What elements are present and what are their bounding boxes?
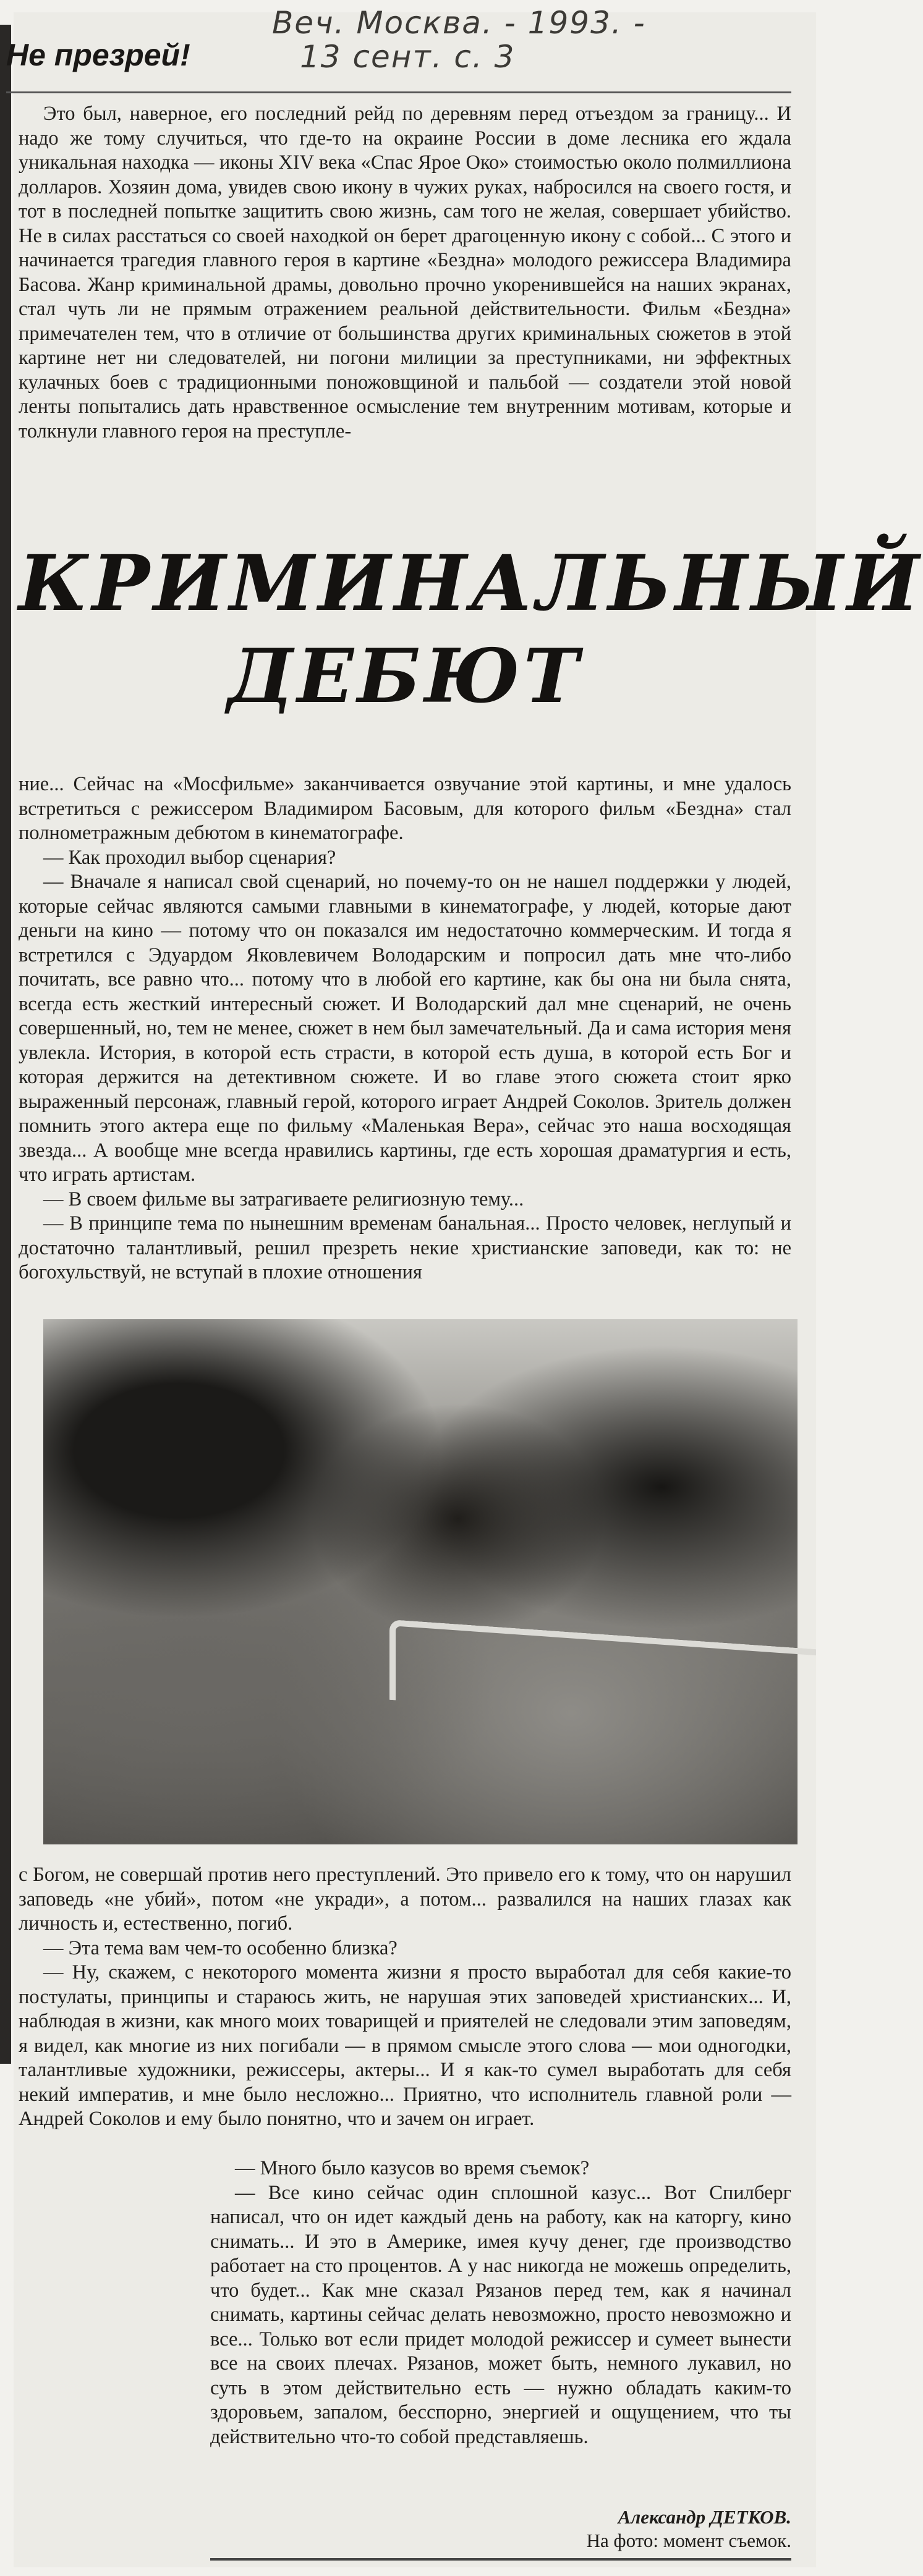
article-intro [19, 102, 791, 444]
intro-paragraph: Это был, наверное, его последний рейд по деревням перед отъездом за границу... И надо же тому случиться, что где-то на окраине России в доме лесника его ждала уникальная находка — иконы XIV века «Спас Ярое Око» стоимостью около полмиллиона долларов. Хозяин дома, увидев свою икону в чужих руках, набросился на своего гостя, и тот в последней попытке защитить свою жизнь, сам того не желая, совершает убийство. Не в силах расстаться со своей находкой он берет драгоценную икону с собой... С этого и начинается трагедия главного героя в картине «Бездна» молодого режиссера Владимира Басова. Жанр криминальной драмы, довольно прочно укоренившейся на наших экранах, стал чуть ли не прямым отражением реальной действительности. Фильм «Бездна» примечателен тем, что в отличие от большинства других криминальных сюжетов в этой картине нет ни следователей, ни погони милиции за преступниками, ни эффектных кулачных боев с традиционными поножовщиной и пальбой — создатели этой новой ленты попытались дать нравственное осмысление тем внутренним мотивам, которые и толкнули главного героя на преступле- [19, 103, 791, 442]
bottom-rule [210, 2558, 791, 2561]
question-2: — В своем фильме вы затрагиваете религиозную тему... [43, 1188, 524, 1210]
byline [396, 2506, 791, 2553]
answer-1: — Вначале я написал свой сценарий, но почему-то он не нашел поддержки у людей, которые сейчас являются самыми главными в кинематографе, у людей, которые дают деньги на кино — потому что он показался им недостаточно коммерческим. И тогда я встретился с Эдуардом Яковлевичем Володарским и попросил дать мне что-либо почитать, все равно что... потому что в любой его картине, как бы она ни была снята, всегда есть жесткий интересный сюжет. И Володарский дал мне сценарий, не очень совершенный, но, тем не менее, сюжет в нем был замечательный. Да и сама история меня увлекла. История, в которой есть страсти, в которой есть душа, в которой есть Бог и которая держится на детективном сюжете. И во главе этого сюжета стоит ярко выраженный персонаж, главный герой, которого играет Андрей Соколов. Зритель должен помнить этого актера еще по фильму «Маленькая Вера», сейчас это наша восходящая звезда... А вообще мне всегда нравились картины, где есть хорошая драматургия и есть, что играть артистам. [19, 871, 791, 1186]
question-4: — Много было казусов во время съемок? [235, 2157, 590, 2179]
photo-credit: На фото: момент съемок. [586, 2530, 791, 2551]
paragraph-continuation: ние... Сейчас на «Мосфильме» заканчивается озвучание этой картины, и мне удалось встретиться с режиссером Владимиром Басовым, для которого фильм «Бездна» стал полнометражным дебютом в кинематографе. [19, 773, 791, 844]
question-3: — Эта тема вам чем-то особенно близка? [43, 1936, 398, 1959]
handwritten-note-line2: 13 сент. с. 3 [300, 39, 516, 75]
author-name: Александр ДЕТКОВ. [618, 2506, 791, 2528]
question-1: — Как проходил выбор сценария? [43, 846, 336, 869]
answer-4: — Все кино сейчас один сплошной казус... Вот Спилберг написал, что он идет каждый день на работу, как на каторгу, кино снимать... И это в Америке, имея кучу денег, где производство работает на сто процентов. А у нас никогда не можешь определить, что будет... Как мне сказал Рязанов перед тем, как я начинал снимать, картины сейчас делать невозможно, просто невозможно и все... Только вот если придет молодой режиссер и сумеет вынести все на своих плечах. Рязанов, может быть, немного лукавил, но суть в этом действительно есть — нужно обладать каким-то здоровьем, запалом, бесспорно, энергией и ощущением, что ты действительно что-то собой представляешь. [210, 2181, 791, 2448]
column-rule [0, 25, 11, 2064]
heading-rule [6, 91, 791, 93]
article-headline [19, 538, 923, 760]
answer-2-end: с Богом, не совершай против него преступлений. Это привело его к тому, что он нарушил заповедь «не убий», потом «не укради», а потом... развалился на наших глазах как личность и, естественно, погиб. [19, 1864, 791, 1935]
answer-3: — Ну, скажем, с некоторого момента жизни я просто выработал для себя какие-то постулаты, принципы и стараюсь жить, не нарушая этих заповедей христианских... И, наблюдая в жизни, как много моих товарищей и приятелей не следовали этим заповедям, я видел, как многие из них погибали — в прямом смысле этого слова — мои одногодки, талантливые художники, режиссеры, актеры... И я как-то сумел выработать для себя некий императив, и мне было несложно... Приятно, что исполнитель главной роли — Андрей Соколов и ему было понятно, что и зачем он играет. [19, 1961, 791, 2130]
article-body-lower [19, 1863, 791, 2132]
car-door-shape [389, 1620, 816, 1729]
handwritten-note-line1: Веч. Москва. - 1993. - [272, 5, 646, 41]
article-body-end [210, 2156, 791, 2449]
film-set-photo [43, 1319, 798, 1844]
column-heading: Не презрей! [6, 38, 190, 72]
handwritten-note [272, 6, 785, 80]
answer-2-start: — В принципе тема по нынешним временам банальная... Просто человек, неглупый и достаточно талантливый, решил презреть некие христианские заповеди, как то: не богохульствуй, не вступай в плохие отношения [19, 1212, 791, 1283]
headline-line1: КРИМИНАЛЬНЫЙ [19, 539, 923, 628]
headline-line2: ДЕБЮТ [227, 633, 583, 720]
article-body-upper [19, 772, 791, 1285]
